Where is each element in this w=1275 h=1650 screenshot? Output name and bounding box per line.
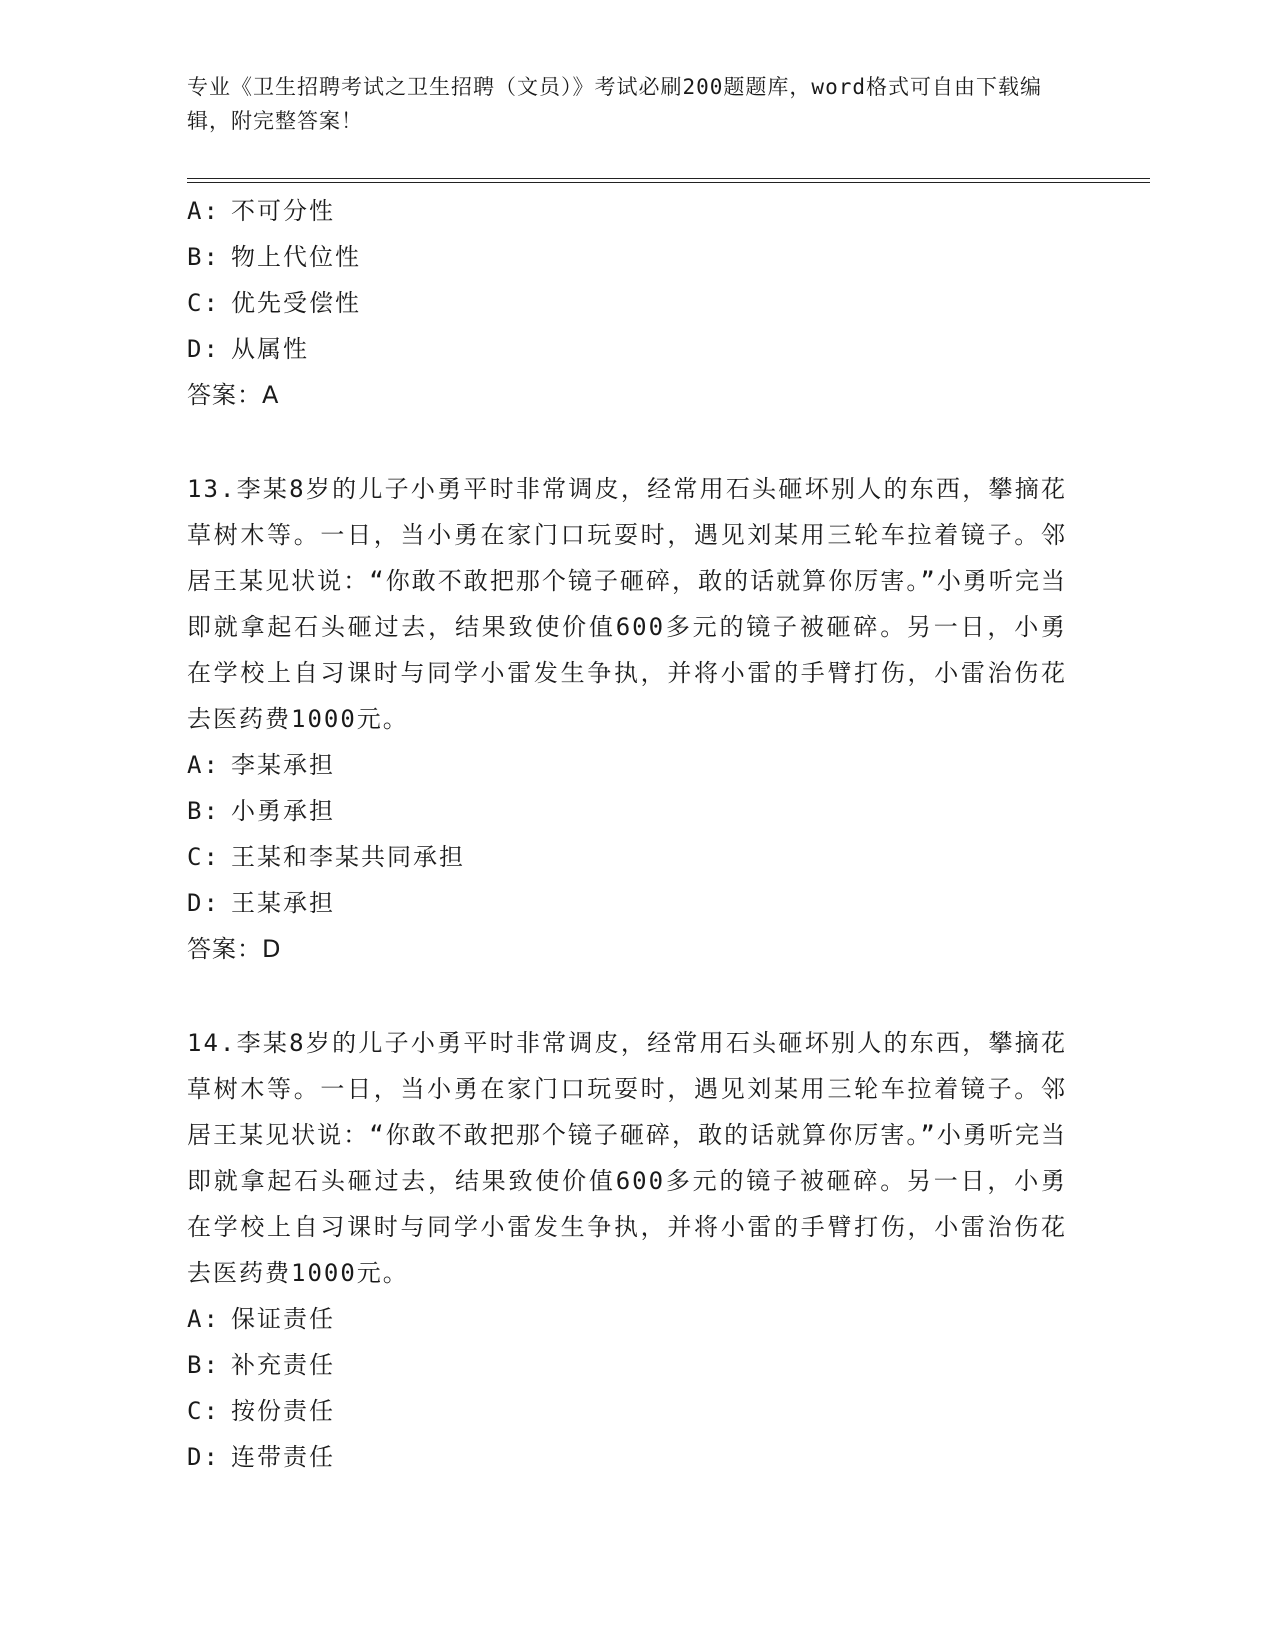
question-text: 14.李某8岁的儿子小勇平时非常调皮，经常用石头砸坏别人的东西，攀摘花草树木等。一日，当小勇在家门口玩耍时，遇见刘某用三轮车拉着镜子。邻居王某见状说：“你敢不敢把那个镜子砸碎，敢的话就算你厉害。”小勇听完当即就拿起石头砸过去，结果致使价值600多元的镜子被砸碎。另一日，小勇在学校上自习课时与同学小雷发生争执，并将小雷的手臂打伤，小雷治伤花去医药费1000元。 (187, 1029, 1067, 1287)
prev-question (187, 188, 1067, 418)
question-14 (187, 1020, 1067, 1480)
option-text: 按份责任 (231, 1397, 335, 1425)
option-label: D: (187, 335, 220, 363)
option-c (187, 1388, 1067, 1434)
option-label: B: (187, 797, 220, 825)
option-label: A: (187, 197, 220, 225)
option-a (187, 742, 1067, 788)
document-header (187, 70, 1067, 138)
option-text: 不可分性 (231, 197, 335, 225)
option-d (187, 326, 1067, 372)
option-label: A: (187, 751, 220, 779)
header-text: 专业《卫生招聘考试之卫生招聘（文员）》考试必刷200题题库，word格式可自由下载编辑，附完整答案！ (187, 75, 1042, 133)
option-text: 从属性 (231, 335, 309, 363)
option-d (187, 880, 1067, 926)
option-c (187, 280, 1067, 326)
option-text: 保证责任 (231, 1305, 335, 1333)
option-text: 王某承担 (231, 889, 335, 917)
option-text: 王某和李某共同承担 (231, 843, 465, 871)
option-text: 补充责任 (231, 1351, 335, 1379)
option-label: B: (187, 1351, 220, 1379)
option-label: A: (187, 1305, 220, 1333)
option-a (187, 188, 1067, 234)
option-label: B: (187, 243, 220, 271)
option-a (187, 1296, 1067, 1342)
answer-line: 答案：A (187, 381, 280, 409)
option-text: 李某承担 (231, 751, 335, 779)
option-text: 物上代位性 (231, 243, 361, 271)
option-label: C: (187, 1397, 220, 1425)
question-text: 13.李某8岁的儿子小勇平时非常调皮，经常用石头砸坏别人的东西，攀摘花草树木等。一日，当小勇在家门口玩耍时，遇见刘某用三轮车拉着镜子。邻居王某见状说：“你敢不敢把那个镜子砸碎，敢的话就算你厉害。”小勇听完当即就拿起石头砸过去，结果致使价值600多元的镜子被砸碎。另一日，小勇在学校上自习课时与同学小雷发生争执，并将小雷的手臂打伤，小雷治伤花去医药费1000元。 (187, 475, 1067, 733)
option-label: C: (187, 289, 220, 317)
option-text: 连带责任 (231, 1443, 335, 1471)
option-label: C: (187, 843, 220, 871)
option-label: D: (187, 1443, 220, 1471)
option-b (187, 234, 1067, 280)
option-d (187, 1434, 1067, 1480)
question-13 (187, 466, 1067, 972)
option-text: 小勇承担 (231, 797, 335, 825)
option-label: D: (187, 889, 220, 917)
document-body (187, 188, 1067, 1480)
option-text: 优先受偿性 (231, 289, 361, 317)
answer-line: 答案：D (187, 935, 282, 963)
option-c (187, 834, 1067, 880)
option-b (187, 1342, 1067, 1388)
header-divider (187, 178, 1150, 183)
option-b (187, 788, 1067, 834)
